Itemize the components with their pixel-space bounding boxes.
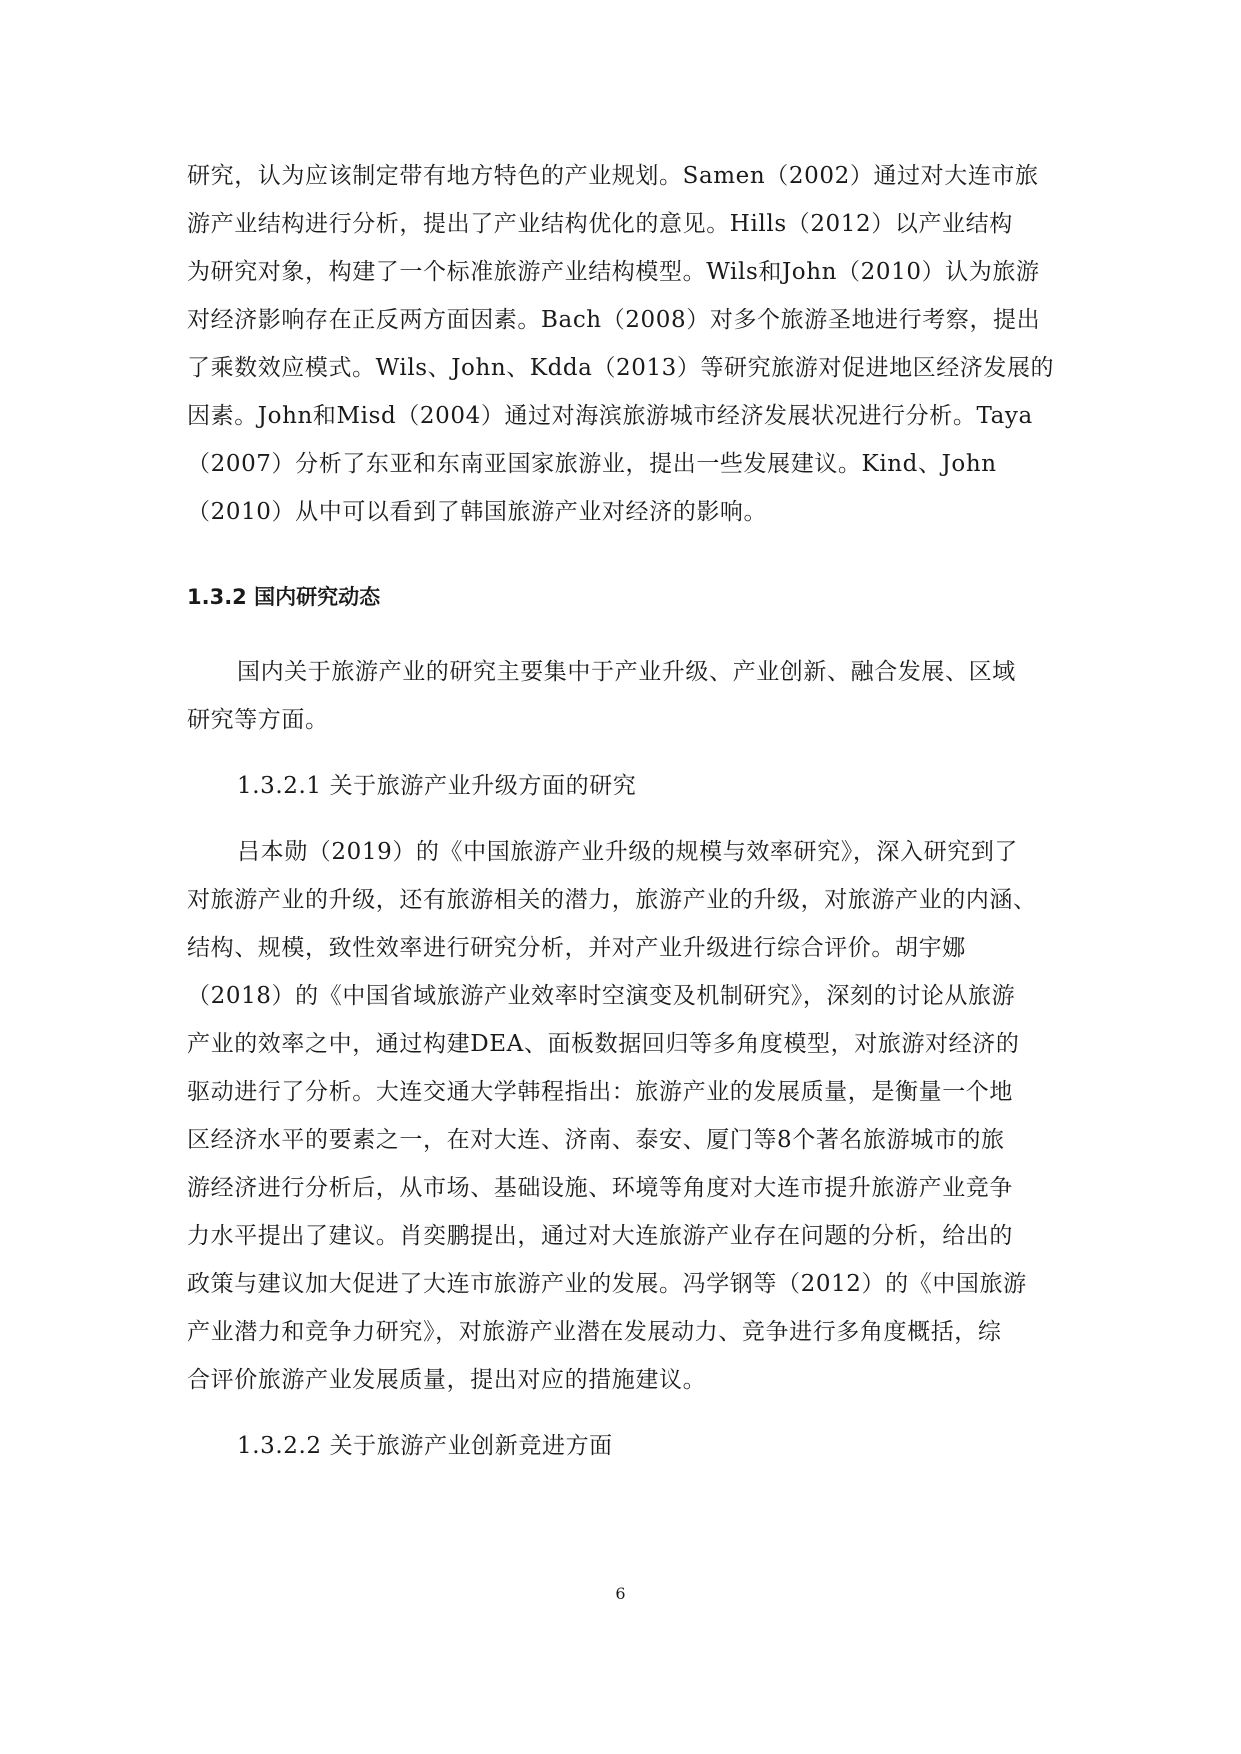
text-line: 对旅游产业的升级，还有旅游相关的潜力，旅游产业的升级，对旅游产业的内涵、 [187,887,1037,913]
text-line: 研究，认为应该制定带有地方特色的产业规划。Samen（2002）通过对大连市旅 [187,163,1039,189]
text-line: 游产业结构进行分析，提出了产业结构优化的意见。Hills（2012）以产业结构 [187,211,1013,237]
text-line: 结构、规模，致性效率进行研究分析，并对产业升级进行综合评价。胡宇娜 [187,935,966,961]
text-line: 产业潜力和竞争力研究》，对旅游产业潜在发展动力、竞争进行多角度概括，综 [187,1319,1002,1345]
text-line: 政策与建议加大促进了大连市旅游产业的发展。冯学钢等（2012）的《中国旅游 [187,1271,1027,1297]
text-line: 游经济进行分析后，从市场、基础设施、环境等角度对大连市提升旅游产业竞争 [187,1175,1013,1201]
text-line: 合评价旅游产业发展质量，提出对应的措施建议。 [187,1367,707,1393]
text-line: 驱动进行了分析。大连交通大学韩程指出：旅游产业的发展质量，是衡量一个地 [187,1079,1013,1105]
text-line: 对经济影响存在正反两方面因素。Bach（2008）对多个旅游圣地进行考察，提出 [187,307,1041,333]
text-line: 了乘数效应模式。Wils、John、Kdda（2013）等研究旅游对促进地区经济发展的 [187,355,1055,381]
text-line: （2007）分析了东亚和东南亚国家旅游业，提出一些发展建议。Kind、John [187,451,997,477]
text-line: 区经济水平的要素之一，在对大连、济南、泰安、厦门等8个著名旅游城市的旅 [187,1127,1005,1153]
subsection-heading-upgrade: 1.3.2.1 关于旅游产业升级方面的研究 [237,773,637,799]
text-line: （2018）的《中国省域旅游产业效率时空演变及机制研究》，深刻的讨论从旅游 [187,983,1016,1009]
text-line: 为研究对象，构建了一个标准旅游产业结构模型。Wils和John（2010）认为旅游 [187,259,1040,285]
page-number: 6 [615,1584,626,1603]
text-line: （2010）从中可以看到了韩国旅游产业对经济的影响。 [187,499,768,525]
section-heading: 1.3.2 国内研究动态 [187,585,381,609]
text-line: 因素。John和Misd（2004）通过对海滨旅游城市经济发展状况进行分析。Taya [187,403,1033,429]
text-line: 研究等方面。 [187,707,329,733]
subsection-heading-innovation: 1.3.2.2 关于旅游产业创新竞进方面 [237,1433,613,1459]
text-line: 力水平提出了建议。肖奕鹏提出，通过对大连旅游产业存在问题的分析，给出的 [187,1223,1013,1249]
text-line: 吕本勋（2019）的《中国旅游产业升级的规模与效率研究》，深入研究到了 [237,839,1019,865]
text-line: 产业的效率之中，通过构建DEA、面板数据回归等多角度模型，对旅游对经济的 [187,1031,1020,1057]
text-line: 国内关于旅游产业的研究主要集中于产业升级、产业创新、融合发展、区域 [237,659,1016,685]
